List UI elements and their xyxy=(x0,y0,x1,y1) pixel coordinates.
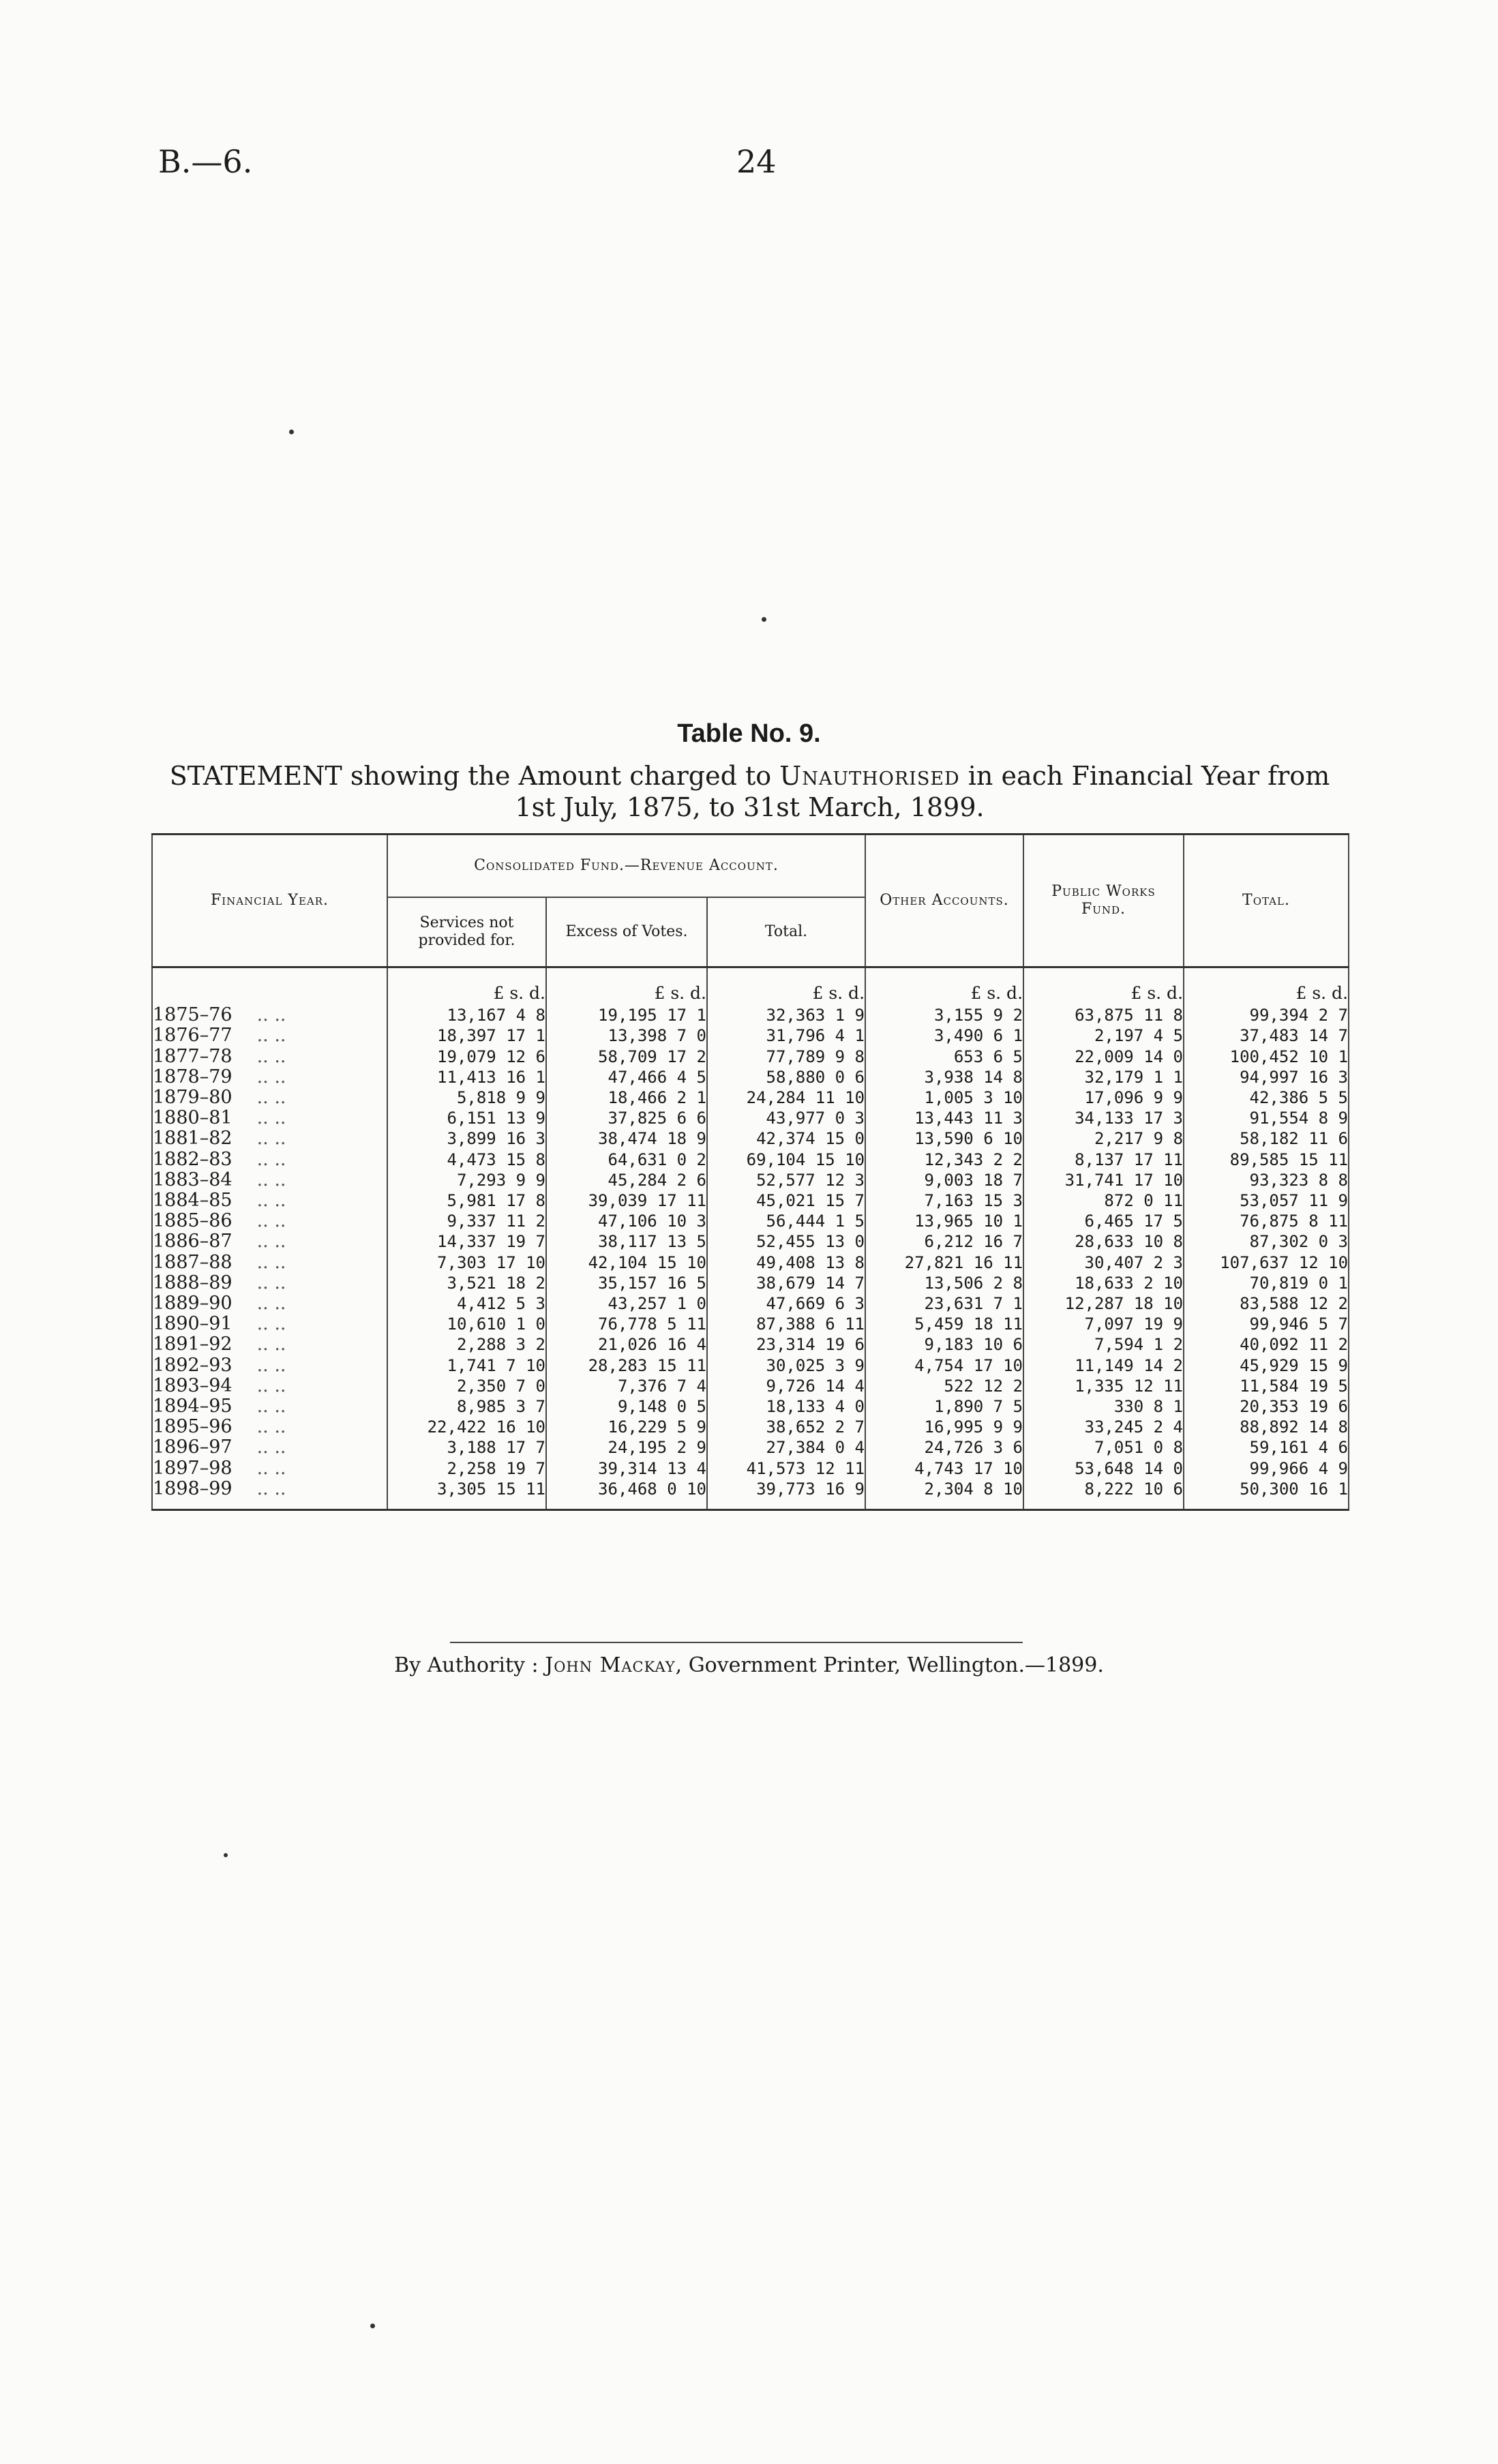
other-cell: 522 12 2 xyxy=(865,1376,1023,1396)
year-label: 1887–88 xyxy=(153,1251,233,1273)
excess-cell: 24,195 2 9 xyxy=(546,1437,707,1458)
financial-year-cell xyxy=(152,1334,387,1355)
page-number: 24 xyxy=(736,143,777,180)
leader-dots: .. .. xyxy=(256,1148,286,1170)
total-cell: 30,025 3 9 xyxy=(707,1355,865,1376)
financial-year-cell xyxy=(152,1128,387,1149)
units-label: £ s. d. xyxy=(1295,983,1349,1003)
public-works-cell: 34,133 17 3 xyxy=(1023,1108,1184,1128)
units-label: £ s. d. xyxy=(1023,967,1184,1006)
grand-total-cell: 42,386 5 5 xyxy=(1249,1088,1349,1108)
excess-cell: 36,468 0 10 xyxy=(546,1479,707,1499)
year-label: 1876–77 xyxy=(153,1025,233,1047)
padding-cell xyxy=(1184,1499,1349,1510)
total-cell: 69,104 15 10 xyxy=(707,1150,865,1170)
paper-speck xyxy=(224,1853,228,1857)
grand-total-cell: 93,323 8 8 xyxy=(1249,1170,1349,1190)
year-label: 1892–93 xyxy=(153,1354,233,1376)
imprint-printer-name: John Mackay xyxy=(545,1653,676,1677)
leader-dots: .. .. xyxy=(256,1354,286,1376)
excess-cell: 58,709 17 2 xyxy=(546,1047,707,1067)
table-row xyxy=(152,1314,1349,1334)
year-label: 1891–92 xyxy=(153,1334,233,1355)
table-row xyxy=(152,1376,1349,1396)
grand-total-cell: 94,997 16 3 xyxy=(1240,1067,1349,1087)
leader-dots: .. .. xyxy=(256,1190,286,1212)
total-cell: 38,679 14 7 xyxy=(707,1273,865,1293)
financial-year-cell xyxy=(152,1458,387,1479)
grand-total-header: Total. xyxy=(1242,892,1290,909)
other-cell: 5,459 18 11 xyxy=(865,1314,1023,1334)
services-cell: 11,413 16 1 xyxy=(387,1067,546,1087)
other-cell: 7,163 15 3 xyxy=(865,1190,1023,1211)
total-cell: 9,726 14 4 xyxy=(707,1376,865,1396)
total-cell: 32,363 1 9 xyxy=(707,1005,865,1025)
year-label: 1884–85 xyxy=(153,1190,233,1212)
public-works-cell: 33,245 2 4 xyxy=(1023,1417,1184,1437)
table-row xyxy=(152,1273,1349,1293)
table-row xyxy=(152,1150,1349,1170)
grand-total-cell: 45,929 15 9 xyxy=(1240,1355,1349,1375)
caption-prefix: STATEMENT showing the Amount charged to xyxy=(169,761,772,791)
financial-year-cell xyxy=(152,1293,387,1314)
public-works-cell: 31,741 17 10 xyxy=(1023,1170,1184,1190)
excess-cell: 64,631 0 2 xyxy=(546,1150,707,1170)
total-cell: 47,669 6 3 xyxy=(707,1293,865,1314)
financial-year-cell xyxy=(152,1087,387,1108)
public-works-cell: 12,287 18 10 xyxy=(1023,1293,1184,1314)
public-works-cell: 6,465 17 5 xyxy=(1023,1211,1184,1231)
grand-total-cell: 99,394 2 7 xyxy=(1249,1006,1349,1025)
public-works-cell: 1,335 12 11 xyxy=(1023,1376,1184,1396)
other-cell: 3,490 6 1 xyxy=(865,1025,1023,1046)
public-works-cell: 53,648 14 0 xyxy=(1023,1458,1184,1479)
services-cell: 13,167 4 8 xyxy=(387,1005,546,1025)
public-works-header: Public Works Fund. xyxy=(1023,835,1184,967)
caption-highlight: Unauthorised xyxy=(779,761,960,791)
other-cell: 9,003 18 7 xyxy=(865,1170,1023,1190)
public-works-cell: 2,217 9 8 xyxy=(1023,1128,1184,1149)
table-row xyxy=(152,1355,1349,1376)
other-cell: 13,965 10 1 xyxy=(865,1211,1023,1231)
services-cell: 5,818 9 9 xyxy=(387,1087,546,1108)
leader-dots: .. .. xyxy=(256,1066,286,1087)
year-label: 1889–90 xyxy=(153,1293,233,1314)
leader-dots: .. .. xyxy=(256,1416,286,1438)
services-cell: 4,412 5 3 xyxy=(387,1293,546,1314)
services-cell: 2,288 3 2 xyxy=(387,1334,546,1355)
leader-dots: .. .. xyxy=(256,1293,286,1314)
year-label: 1878–79 xyxy=(153,1066,233,1087)
other-cell: 9,183 10 6 xyxy=(865,1334,1023,1355)
total-cell: 45,021 15 7 xyxy=(707,1190,865,1211)
table-row xyxy=(152,1190,1349,1211)
financial-year-cell xyxy=(152,1108,387,1128)
year-label: 1896–97 xyxy=(153,1437,233,1458)
units-row xyxy=(152,967,1349,1006)
services-cell: 7,293 9 9 xyxy=(387,1170,546,1190)
public-works-cell: 63,875 11 8 xyxy=(1023,1005,1184,1025)
other-cell: 6,212 16 7 xyxy=(865,1231,1023,1252)
public-works-cell: 28,633 10 8 xyxy=(1023,1231,1184,1252)
year-label: 1885–86 xyxy=(153,1210,233,1232)
public-works-cell: 22,009 14 0 xyxy=(1023,1047,1184,1067)
excess-cell: 18,466 2 1 xyxy=(546,1087,707,1108)
other-cell: 4,743 17 10 xyxy=(865,1458,1023,1479)
table-row xyxy=(152,1025,1349,1046)
financial-year-cell xyxy=(152,1025,387,1046)
grand-total-cell: 50,300 16 1 xyxy=(1240,1479,1349,1499)
leader-dots: .. .. xyxy=(256,1231,286,1252)
public-works-cell: 7,097 19 9 xyxy=(1023,1314,1184,1334)
leader-dots: .. .. xyxy=(256,1477,286,1499)
consolidated-fund-header: Consolidated Fund.—Revenue Account. xyxy=(387,835,865,898)
grand-total-cell: 11,584 19 5 xyxy=(1240,1376,1349,1396)
year-label: 1879–80 xyxy=(153,1087,233,1109)
excess-cell: 43,257 1 0 xyxy=(546,1293,707,1314)
financial-year-cell xyxy=(152,1190,387,1211)
total-cell: 49,408 13 8 xyxy=(707,1252,865,1273)
paper-speck xyxy=(289,430,294,434)
leader-dots: .. .. xyxy=(256,1272,286,1293)
grand-total-cell: 99,946 5 7 xyxy=(1249,1314,1349,1334)
services-cell: 3,899 16 3 xyxy=(387,1128,546,1149)
year-label: 1880–81 xyxy=(153,1107,233,1129)
grand-total-cell: 107,637 12 10 xyxy=(1220,1252,1349,1272)
services-cell: 1,741 7 10 xyxy=(387,1355,546,1376)
services-cell: 4,473 15 8 xyxy=(387,1150,546,1170)
year-label: 1893–94 xyxy=(153,1374,233,1396)
public-works-cell: 2,197 4 5 xyxy=(1023,1025,1184,1046)
table-bottom-padding xyxy=(152,1499,1349,1510)
paper-speck xyxy=(370,2324,375,2328)
services-cell: 3,305 15 11 xyxy=(387,1479,546,1499)
other-cell: 4,754 17 10 xyxy=(865,1355,1023,1376)
table-row xyxy=(152,1005,1349,1025)
excess-cell: 35,157 16 5 xyxy=(546,1273,707,1293)
services-cell: 14,337 19 7 xyxy=(387,1231,546,1252)
year-label: 1888–89 xyxy=(153,1272,233,1293)
year-label: 1881–82 xyxy=(153,1128,233,1150)
services-cell: 18,397 17 1 xyxy=(387,1025,546,1046)
financial-year-cell xyxy=(152,1417,387,1437)
year-label: 1886–87 xyxy=(153,1231,233,1252)
financial-year-cell xyxy=(152,1479,387,1499)
other-cell: 13,443 11 3 xyxy=(865,1108,1023,1128)
other-cell: 1,005 3 10 xyxy=(865,1087,1023,1108)
services-cell: 10,610 1 0 xyxy=(387,1314,546,1334)
public-works-cell: 30,407 2 3 xyxy=(1023,1252,1184,1273)
total-cell: 42,374 15 0 xyxy=(707,1128,865,1149)
public-works-cell: 17,096 9 9 xyxy=(1023,1087,1184,1108)
leader-dots: .. .. xyxy=(256,1169,286,1190)
padding-cell xyxy=(1023,1499,1184,1510)
services-cell: 3,188 17 7 xyxy=(387,1437,546,1458)
excess-cell: 38,474 18 9 xyxy=(546,1128,707,1149)
total-cell: 39,773 16 9 xyxy=(707,1479,865,1499)
total-cell: 56,444 1 5 xyxy=(707,1211,865,1231)
financial-year-cell xyxy=(152,1376,387,1396)
total-cell: 27,384 0 4 xyxy=(707,1437,865,1458)
table-caption xyxy=(151,760,1348,823)
excess-cell: 37,825 6 6 xyxy=(546,1108,707,1128)
services-cell: 5,981 17 8 xyxy=(387,1190,546,1211)
year-label: 1894–95 xyxy=(153,1396,233,1417)
table-title: Table No. 9. xyxy=(677,719,821,748)
leader-dots: .. .. xyxy=(256,1128,286,1150)
other-cell: 13,506 2 8 xyxy=(865,1273,1023,1293)
total-cell: 52,455 13 0 xyxy=(707,1231,865,1252)
financial-year-header: Financial Year. xyxy=(152,835,387,967)
table-row xyxy=(152,1437,1349,1458)
leader-dots: .. .. xyxy=(256,1374,286,1396)
total-cell: 87,388 6 11 xyxy=(707,1314,865,1334)
leader-dots: .. .. xyxy=(256,1457,286,1479)
services-cell: 3,521 18 2 xyxy=(387,1273,546,1293)
year-label: 1875–76 xyxy=(153,1004,233,1026)
padding-cell xyxy=(546,1499,707,1510)
table-row xyxy=(152,1128,1349,1149)
leader-dots: .. .. xyxy=(256,1313,286,1335)
services-cell: 22,422 16 10 xyxy=(387,1417,546,1437)
other-cell: 653 6 5 xyxy=(865,1047,1023,1067)
leader-dots: .. .. xyxy=(256,1251,286,1273)
total-cell: 41,573 12 11 xyxy=(707,1458,865,1479)
financial-year-cell xyxy=(152,1252,387,1273)
excess-cell: 45,284 2 6 xyxy=(546,1170,707,1190)
padding-cell xyxy=(152,1499,387,1510)
excess-cell: 39,314 13 4 xyxy=(546,1458,707,1479)
grand-total-cell: 40,092 11 2 xyxy=(1240,1335,1349,1355)
grand-total-cell: 59,161 4 6 xyxy=(1249,1438,1349,1458)
total-cell: 24,284 11 10 xyxy=(707,1087,865,1108)
units-blank xyxy=(152,967,387,1006)
leader-dots: .. .. xyxy=(256,1087,286,1109)
services-cell: 9,337 11 2 xyxy=(387,1211,546,1231)
total-cell: 23,314 19 6 xyxy=(707,1334,865,1355)
excess-cell: 38,117 13 5 xyxy=(546,1231,707,1252)
grand-total-cell: 76,875 8 11 xyxy=(1240,1212,1349,1231)
leader-dots: .. .. xyxy=(256,1025,286,1047)
table-row xyxy=(152,1170,1349,1190)
excess-cell: 76,778 5 11 xyxy=(546,1314,707,1334)
leader-dots: .. .. xyxy=(256,1210,286,1232)
financial-year-cell xyxy=(152,1067,387,1087)
other-cell: 3,155 9 2 xyxy=(865,1005,1023,1025)
services-cell: 6,151 13 9 xyxy=(387,1108,546,1128)
consolidated-total-header: Total. xyxy=(707,897,865,967)
services-cell: 7,303 17 10 xyxy=(387,1252,546,1273)
services-cell: 2,350 7 0 xyxy=(387,1376,546,1396)
leader-dots: .. .. xyxy=(256,1334,286,1355)
statement-table xyxy=(151,833,1349,1511)
units-label: £ s. d. xyxy=(546,967,707,1006)
total-cell: 31,796 4 1 xyxy=(707,1025,865,1046)
other-cell: 12,343 2 2 xyxy=(865,1150,1023,1170)
table-row xyxy=(152,1334,1349,1355)
total-cell: 43,977 0 3 xyxy=(707,1108,865,1128)
public-works-cell: 8,137 17 11 xyxy=(1023,1150,1184,1170)
other-accounts-header: Other Accounts. xyxy=(865,835,1023,967)
table-row xyxy=(152,1479,1349,1499)
excess-cell: 39,039 17 11 xyxy=(546,1190,707,1211)
excess-cell: 21,026 16 4 xyxy=(546,1334,707,1355)
grand-total-cell: 88,892 14 8 xyxy=(1240,1417,1349,1437)
imprint-suffix: , Government Printer, Wellington.—1899. xyxy=(675,1653,1104,1677)
other-cell: 13,590 6 10 xyxy=(865,1128,1023,1149)
printer-imprint xyxy=(0,1653,1498,1677)
year-label: 1882–83 xyxy=(153,1148,233,1170)
financial-year-cell xyxy=(152,1355,387,1376)
grand-total-cell: 70,819 0 1 xyxy=(1249,1273,1349,1293)
public-works-cell: 7,594 1 2 xyxy=(1023,1334,1184,1355)
units-label: £ s. d. xyxy=(707,967,865,1006)
table-row xyxy=(152,1211,1349,1231)
financial-year-cell xyxy=(152,1211,387,1231)
table-row xyxy=(152,1252,1349,1273)
leader-dots: .. .. xyxy=(256,1045,286,1067)
table-row xyxy=(152,1293,1349,1314)
public-works-cell: 8,222 10 6 xyxy=(1023,1479,1184,1499)
total-cell: 77,789 9 8 xyxy=(707,1047,865,1067)
padding-cell xyxy=(707,1499,865,1510)
grand-total-cell: 89,585 15 11 xyxy=(1229,1150,1349,1169)
total-cell: 52,577 12 3 xyxy=(707,1170,865,1190)
financial-year-cell xyxy=(152,1047,387,1067)
grand-total-cell: 100,452 10 1 xyxy=(1229,1047,1349,1066)
table-row xyxy=(152,1231,1349,1252)
units-label: £ s. d. xyxy=(865,967,1023,1006)
excess-cell: 19,195 17 1 xyxy=(546,1005,707,1025)
total-cell: 18,133 4 0 xyxy=(707,1396,865,1417)
year-label: 1898–99 xyxy=(153,1477,233,1499)
leader-dots: .. .. xyxy=(256,1107,286,1129)
services-header: Services not provided for. xyxy=(387,897,546,967)
excess-cell: 13,398 7 0 xyxy=(546,1025,707,1046)
excess-cell: 28,283 15 11 xyxy=(546,1355,707,1376)
grand-total-cell: 91,554 8 9 xyxy=(1249,1109,1349,1128)
grand-total-cell: 83,588 12 2 xyxy=(1240,1294,1349,1314)
padding-cell xyxy=(387,1499,546,1510)
other-cell: 27,821 16 11 xyxy=(865,1252,1023,1273)
table-row xyxy=(152,1047,1349,1067)
excess-cell: 7,376 7 4 xyxy=(546,1376,707,1396)
public-works-cell: 330 8 1 xyxy=(1023,1396,1184,1417)
year-label: 1897–98 xyxy=(153,1457,233,1479)
financial-year-cell xyxy=(152,1437,387,1458)
total-cell: 58,880 0 6 xyxy=(707,1067,865,1087)
financial-year-cell xyxy=(152,1314,387,1334)
grand-total-cell: 53,057 11 9 xyxy=(1240,1191,1349,1211)
other-cell: 16,995 9 9 xyxy=(865,1417,1023,1437)
leader-dots: .. .. xyxy=(256,1437,286,1458)
financial-year-cell xyxy=(152,1231,387,1252)
grand-total-cell: 58,182 11 6 xyxy=(1240,1129,1349,1149)
public-works-cell: 18,633 2 10 xyxy=(1023,1273,1184,1293)
table-row xyxy=(152,1087,1349,1108)
grand-total-cell: 37,483 14 7 xyxy=(1240,1026,1349,1046)
services-cell: 2,258 19 7 xyxy=(387,1458,546,1479)
financial-year-cell xyxy=(152,1396,387,1417)
grand-total-cell: 99,966 4 9 xyxy=(1249,1458,1349,1478)
paper-speck xyxy=(762,617,766,622)
public-works-cell: 872 0 11 xyxy=(1023,1190,1184,1211)
other-cell: 24,726 3 6 xyxy=(865,1437,1023,1458)
year-label: 1895–96 xyxy=(153,1416,233,1438)
public-works-cell: 11,149 14 2 xyxy=(1023,1355,1184,1376)
other-cell: 2,304 8 10 xyxy=(865,1479,1023,1499)
financial-year-cell xyxy=(152,1150,387,1170)
total-cell: 38,652 2 7 xyxy=(707,1417,865,1437)
caption-suffix: in each Financial Year from 1st July, 1875, to 31st March, 1899. xyxy=(515,761,1330,822)
padding-cell xyxy=(865,1499,1023,1510)
units-label: £ s. d. xyxy=(387,967,546,1006)
table-row xyxy=(152,1108,1349,1128)
imprint-prefix: By Authority : xyxy=(394,1653,539,1677)
grand-total-cell: 87,302 0 3 xyxy=(1249,1232,1349,1252)
excess-cell: 42,104 15 10 xyxy=(546,1252,707,1273)
excess-cell: 16,229 5 9 xyxy=(546,1417,707,1437)
table-row xyxy=(152,1067,1349,1087)
other-cell: 1,890 7 5 xyxy=(865,1396,1023,1417)
other-cell: 3,938 14 8 xyxy=(865,1067,1023,1087)
public-works-cell: 32,179 1 1 xyxy=(1023,1067,1184,1087)
footer-rule xyxy=(450,1642,1023,1643)
excess-cell: 47,106 10 3 xyxy=(546,1211,707,1231)
financial-year-cell xyxy=(152,1170,387,1190)
leader-dots: .. .. xyxy=(256,1004,286,1026)
leader-dots: .. .. xyxy=(256,1396,286,1417)
excess-cell: 47,466 4 5 xyxy=(546,1067,707,1087)
grand-total-cell: 20,353 19 6 xyxy=(1240,1397,1349,1417)
table-row xyxy=(152,1458,1349,1479)
financial-year-cell xyxy=(152,1273,387,1293)
financial-year-cell xyxy=(152,1005,387,1025)
page-reference: B.—6. xyxy=(158,143,253,180)
other-cell: 23,631 7 1 xyxy=(865,1293,1023,1314)
services-cell: 8,985 3 7 xyxy=(387,1396,546,1417)
year-label: 1883–84 xyxy=(153,1169,233,1190)
table-row xyxy=(152,1396,1349,1417)
services-cell: 19,079 12 6 xyxy=(387,1047,546,1067)
table-row xyxy=(152,1417,1349,1437)
excess-header: Excess of Votes. xyxy=(546,897,707,967)
excess-cell: 9,148 0 5 xyxy=(546,1396,707,1417)
year-label: 1890–91 xyxy=(153,1313,233,1335)
year-label: 1877–78 xyxy=(153,1045,233,1067)
public-works-cell: 7,051 0 8 xyxy=(1023,1437,1184,1458)
